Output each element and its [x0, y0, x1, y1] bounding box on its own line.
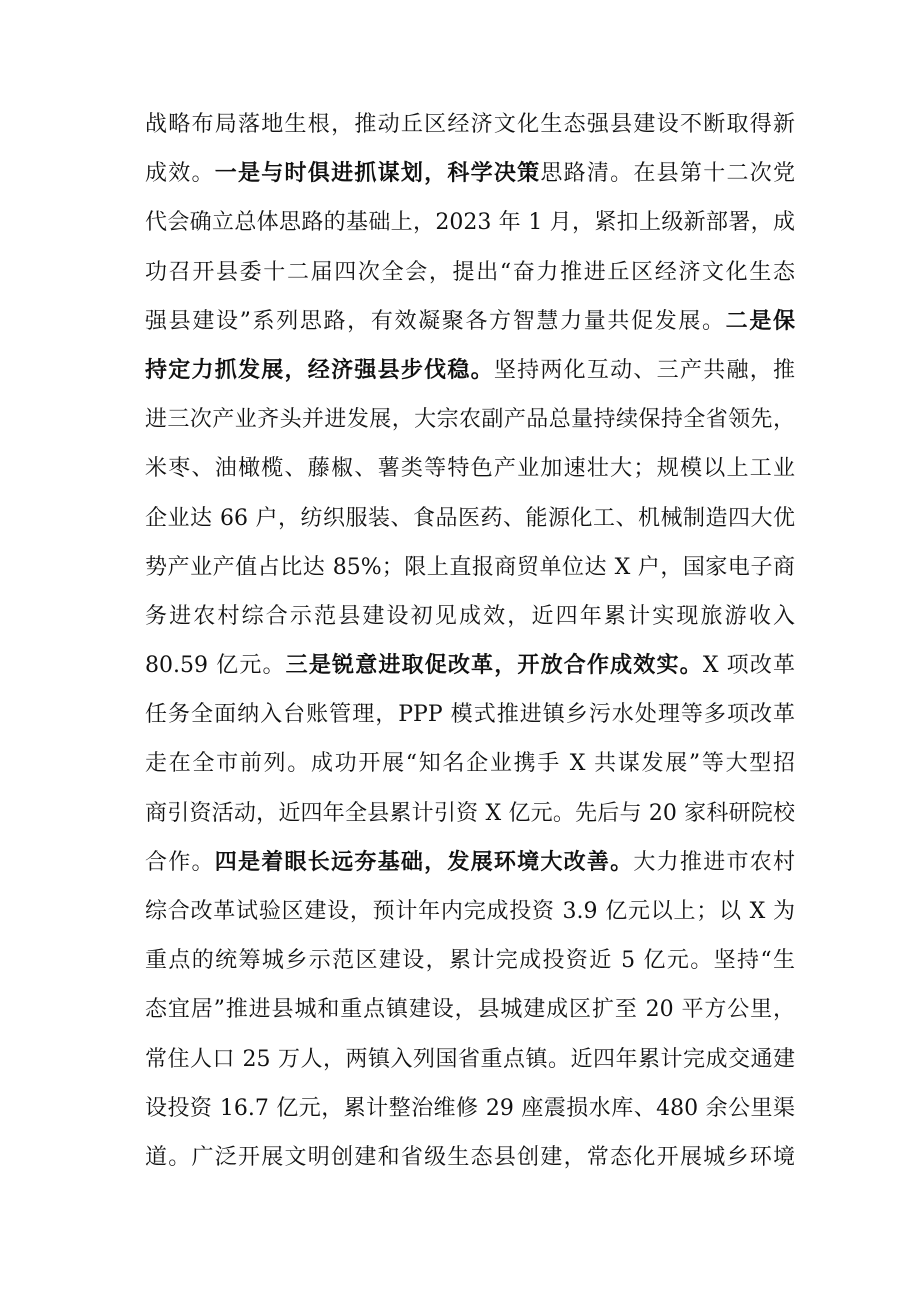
text-line: [145, 936, 795, 985]
body-text: 米枣、油橄榄、藤椒、薯类等特色产业加速壮大；规模以上工业: [145, 456, 795, 482]
body-text: 商引资活动，近四年全县累计引资 X 亿元。先后与 20 家科研院校: [145, 800, 795, 826]
body-text: 走在全市前列。成功开展“知名企业携手 X 共谋发展”等大型招: [145, 751, 795, 777]
text-line: [145, 100, 795, 149]
body-text: 战略布局落地生根，推动丘区经济文化生态强县建设不断取得新: [145, 112, 795, 137]
text-line: [145, 444, 795, 493]
text-line: [145, 1084, 795, 1133]
text-line: [145, 297, 795, 346]
body-text: 成效。: [145, 161, 215, 187]
body-text: 务进农村综合示范县建设初见成效，近四年累计实现旅游收入: [145, 603, 795, 629]
body-text: 功召开县委十二届四次全会，提出“奋力推进丘区经济文化生态: [145, 259, 795, 285]
body-text: 进三次产业齐头并进发展，大宗农副产品总量持续保持全省领先，: [145, 407, 795, 433]
text-line: [145, 1035, 795, 1084]
body-text: 思路清。在县第十二次党: [540, 161, 795, 187]
text-line: [145, 838, 795, 887]
text-line: [145, 1133, 795, 1182]
text-line: [145, 543, 795, 592]
body-text: 强县建设”系列思路，有效凝聚各方智慧力量共促发展。: [145, 308, 726, 334]
text-line: [145, 592, 795, 641]
body-text: 势产业产值占比达 85%；限上直报商贸单位达 X 户，国家电子商: [145, 554, 795, 580]
text-line: [145, 985, 795, 1034]
body-text: 态宜居”推进县城和重点镇建设，县城建成区扩至 20 平方公里，: [145, 997, 795, 1023]
body-text: 代会确立总体思路的基础上，2023 年 1 月，紧扣上级新部署，成: [145, 210, 795, 236]
text-line: [145, 641, 795, 690]
body-text: 综合改革试验区建设，预计年内完成投资 3.9 亿元以上；以 X 为: [145, 899, 795, 924]
bold-heading-text: 持定力抓发展，经济强县步伐稳。: [145, 356, 494, 383]
bold-heading-text: 一是与时俱进抓谋划，科学决策: [214, 160, 541, 187]
bold-heading-text: 四是着眼长远夯基础，发展环境大改善。: [214, 848, 634, 875]
body-text: 企业达 66 户，纺织服装、食品医药、能源化工、机械制造四大优: [145, 505, 795, 531]
body-text: 大力推进市农村: [633, 849, 795, 875]
body-text: 坚持两化互动、三产共融，推: [493, 357, 795, 383]
body-text: X 项改革: [702, 653, 795, 679]
text-line: [145, 739, 795, 788]
text-line: [145, 346, 795, 395]
text-line: [145, 789, 795, 838]
text-line: [145, 198, 795, 247]
text-line: [145, 494, 795, 543]
text-line: [145, 149, 795, 198]
body-text: 重点的统筹城乡示范区建设，累计完成投资近 5 亿元。坚持“生: [145, 948, 795, 974]
text-line: [145, 395, 795, 444]
bold-heading-text: 三是锐意进取促改革，开放合作成效实。: [285, 652, 703, 679]
body-text: 合作。: [145, 849, 215, 875]
body-text: 设投资 16.7 亿元，累计整治维修 29 座震损水库、480 余公里渠: [145, 1095, 795, 1121]
text-line: [145, 248, 795, 297]
text-line: [145, 887, 795, 936]
body-paragraph: [145, 100, 795, 1182]
body-text: 常住人口 25 万人，两镇入列国省重点镇。近四年累计完成交通建: [145, 1046, 795, 1072]
text-line: [145, 690, 795, 739]
body-text: 任务全面纳入台账管理，PPP 模式推进镇乡污水处理等多项改革: [145, 702, 795, 728]
body-text: 道。广泛开展文明创建和省级生态县创建，常态化开展城乡环境: [145, 1144, 795, 1170]
bold-heading-text: 二是保: [725, 307, 795, 334]
body-text: 80.59 亿元。: [145, 653, 286, 679]
